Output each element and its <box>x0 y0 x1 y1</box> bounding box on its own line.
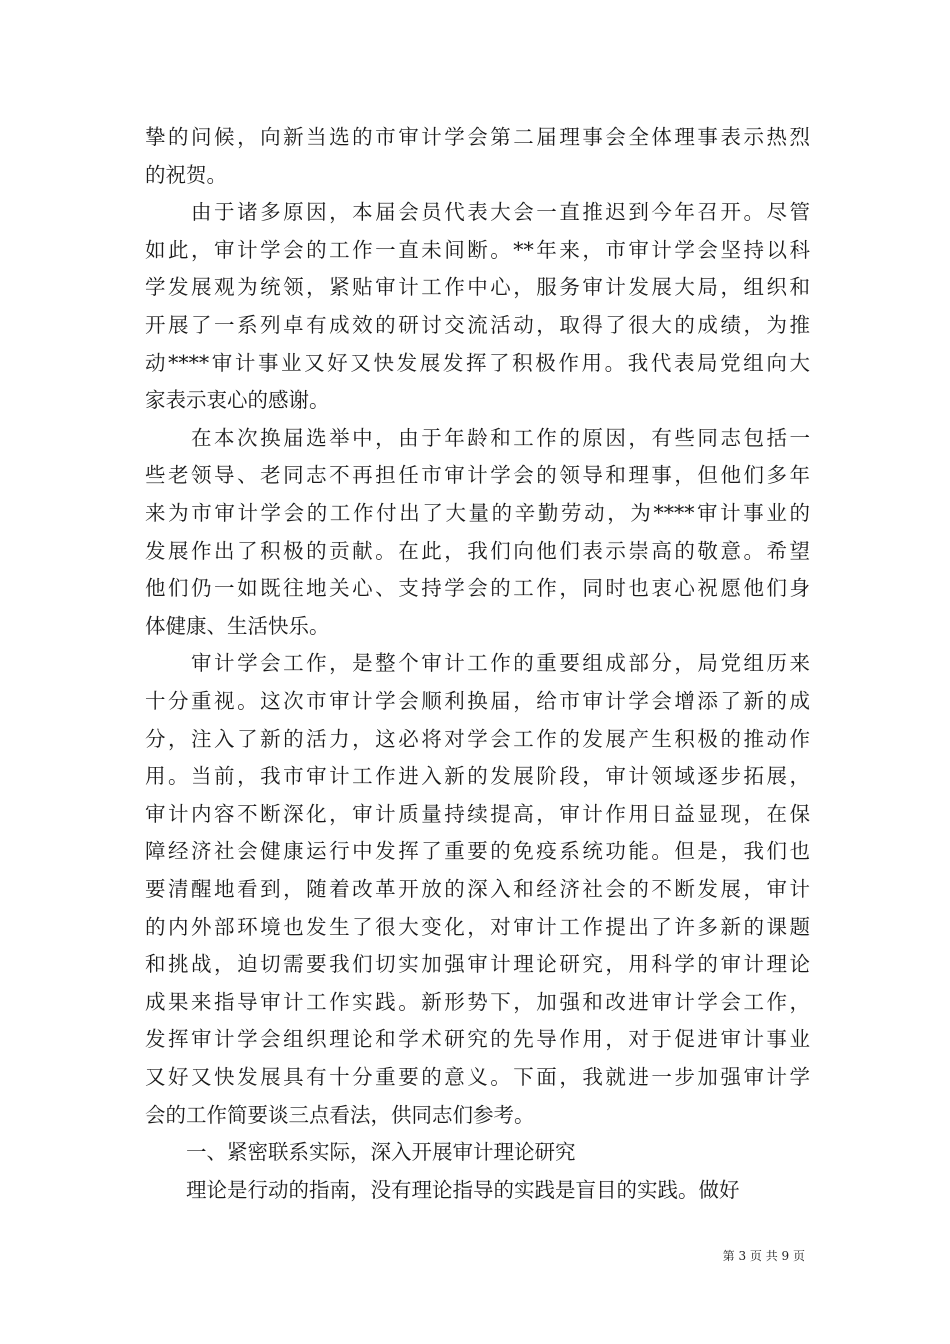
text-line: 来为市审计学会的工作付出了大量的辛勤劳动，为****审计事业的 <box>145 501 810 525</box>
text-line: 发展作出了积极的贡献。在此，我们向他们表示崇高的敬意。希望 <box>145 539 810 563</box>
text-line: 体健康、生活快乐。 <box>145 614 330 638</box>
text-line: 些老领导、老同志不再担任市审计学会的领导和理事，但他们多年 <box>145 463 810 487</box>
text-line: 障经济社会健康运行中发挥了重要的免疫系统功能。但是，我们也 <box>145 839 810 863</box>
text-line: 挚的问候，向新当选的市审计学会第二届理事会全体理事表示热烈 <box>145 125 810 149</box>
text-line: 成果来指导审计工作实践。新形势下，加强和改进审计学会工作， <box>145 990 810 1014</box>
text-line: 的内外部环境也发生了很大变化，对审计工作提出了许多新的课题 <box>145 915 810 939</box>
text-line: 如此，审计学会的工作一直未间断。**年来，市审计学会坚持以科 <box>145 238 810 262</box>
text-line: 开展了一系列卓有成效的研讨交流活动，取得了很大的成绩，为推 <box>145 313 810 337</box>
text-line: 的祝贺。 <box>145 163 227 187</box>
text-line: 理论是行动的指南，没有理论指导的实践是盲目的实践。做好 <box>145 1178 740 1202</box>
text-line: 他们仍一如既往地关心、支持学会的工作，同时也衷心祝愿他们身 <box>145 576 810 600</box>
text-line: 发挥审计学会组织理论和学术研究的先导作用，对于促进审计事业 <box>145 1027 810 1051</box>
text-line: 十分重视。这次市审计学会顺利换届，给市审计学会增添了新的成 <box>145 689 810 713</box>
text-line: 分，注入了新的活力，这必将对学会工作的发展产生积极的推动作 <box>145 727 810 751</box>
text-line: 审计学会工作，是整个审计工作的重要组成部分，局党组历来 <box>145 651 810 675</box>
text-line: 要清醒地看到，随着改革开放的深入和经济社会的不断发展，审计 <box>145 877 810 901</box>
text-line: 学发展观为统领，紧贴审计工作中心，服务审计发展大局，组织和 <box>145 275 810 299</box>
text-line: 和挑战，迫切需要我们切实加强审计理论研究，用科学的审计理论 <box>145 952 810 976</box>
text-line: 会的工作简要谈三点看法，供同志们参考。 <box>145 1103 535 1127</box>
text-line: 用。当前，我市审计工作进入新的发展阶段，审计领域逐步拓展， <box>145 764 810 788</box>
text-line: 一、紧密联系实际，深入开展审计理论研究 <box>145 1140 576 1164</box>
text-line: 由于诸多原因，本届会员代表大会一直推迟到今年召开。尽管 <box>145 200 810 224</box>
text-line: 审计内容不断深化，审计质量持续提高，审计作用日益显现，在保 <box>145 802 810 826</box>
page-footer: 第 3 页 共 9 页 <box>722 1249 805 1263</box>
text-line: 又好又快发展具有十分重要的意义。下面，我就进一步加强审计学 <box>145 1065 810 1089</box>
text-line: 家表示衷心的感谢。 <box>145 388 330 412</box>
text-line: 在本次换届选举中，由于年龄和工作的原因，有些同志包括一 <box>145 426 810 450</box>
text-line: 动****审计事业又好又快发展发挥了积极作用。我代表局党组向大 <box>145 351 810 375</box>
